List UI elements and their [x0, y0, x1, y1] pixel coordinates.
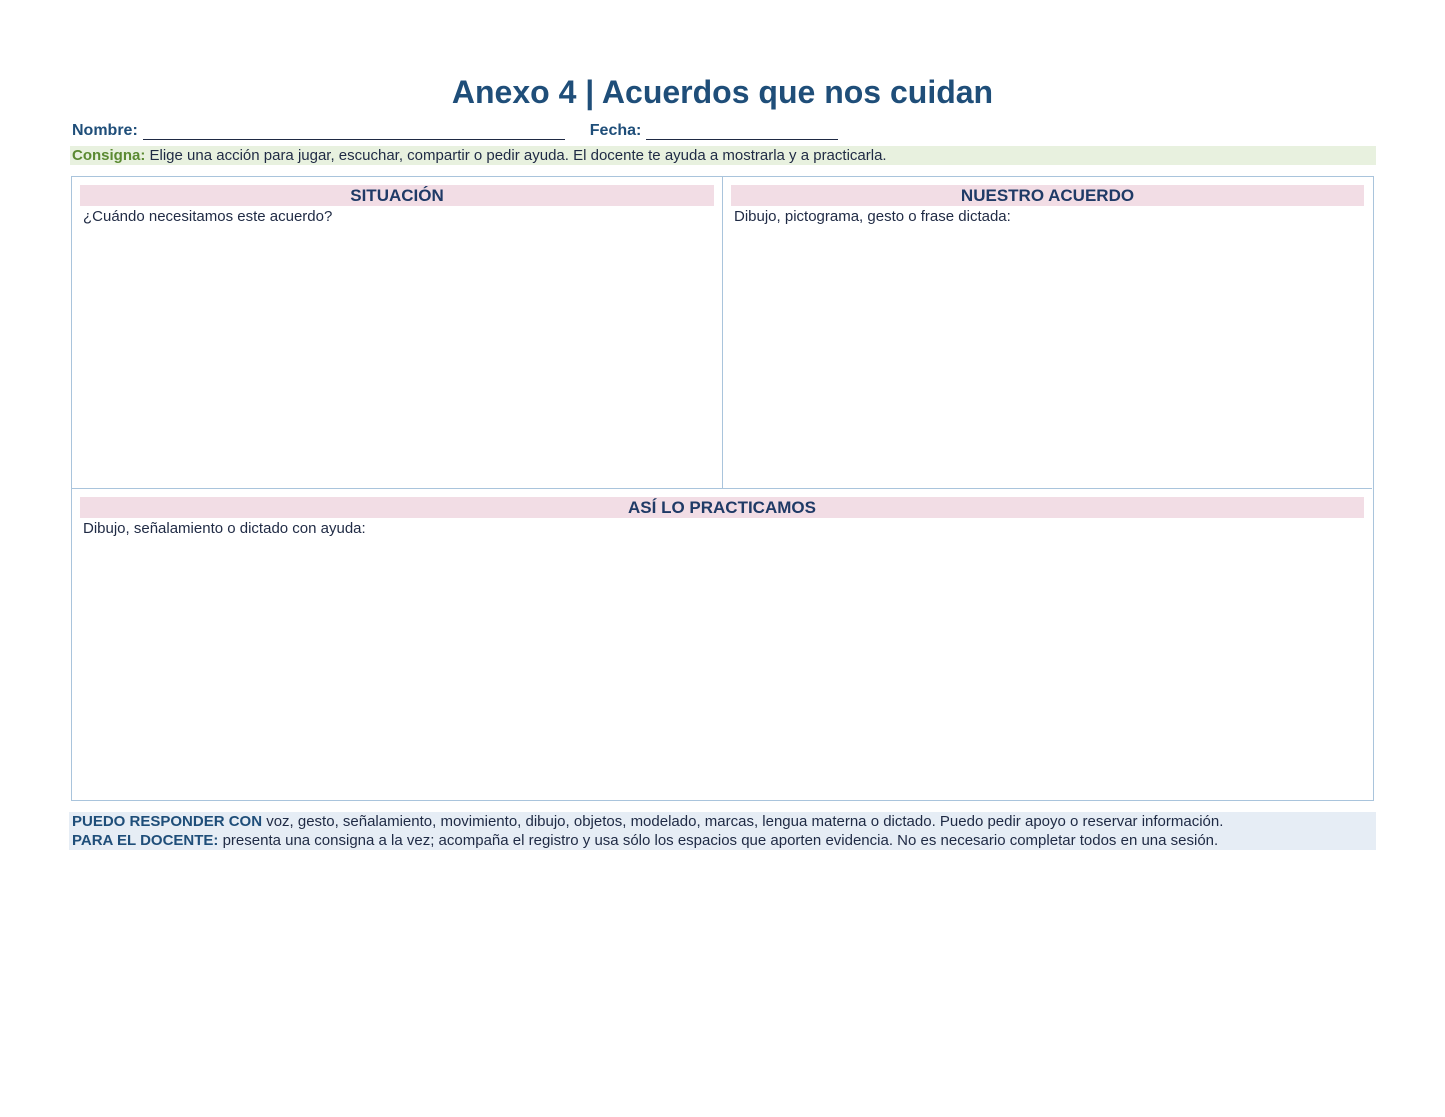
instruction-label: Consigna:	[72, 147, 146, 164]
respond-text: voz, gesto, señalamiento, movimiento, dibujo, objetos, modelado, marcas, lengua materna o dictado. Puedo pedir apoyo o reservar información.	[262, 813, 1224, 830]
practice-prompt: Dibujo, señalamiento o dictado con ayuda:	[83, 520, 366, 537]
instruction-text: Elige una acción para jugar, escuchar, compartir o pedir ayuda. El docente te ayuda a mostrarla y a practicarla.	[145, 147, 887, 164]
situation-prompt: ¿Cuándo necesitamos este acuerdo?	[83, 208, 333, 225]
name-label: Nombre:	[72, 122, 138, 139]
practice-box[interactable]	[72, 489, 1372, 799]
situation-heading: SITUACIÓN	[80, 185, 714, 206]
page-title: Anexo 4 | Acuerdos que nos cuidan	[451, 74, 994, 110]
teacher-text: presenta una consigna a la vez; acompaña el registro y usa sólo los espacios que aporten evidencia. No es necesario completar todos en una sesión.	[218, 832, 1219, 849]
identification-row	[72, 118, 838, 140]
agreement-box[interactable]	[723, 177, 1372, 489]
footer-notes	[69, 812, 1376, 850]
respond-note	[72, 812, 1376, 831]
agreement-prompt: Dibujo, pictograma, gesto o frase dictada:	[734, 208, 1011, 225]
name-field[interactable]	[143, 122, 565, 140]
practice-heading: ASÍ LO PRACTICAMOS	[80, 497, 1364, 518]
date-label: Fecha:	[589, 122, 642, 139]
date-field[interactable]	[646, 122, 838, 140]
worksheet-grid	[71, 176, 1374, 801]
teacher-note	[72, 831, 1376, 850]
situation-box[interactable]	[72, 177, 723, 489]
teacher-label: PARA EL DOCENTE:	[72, 832, 219, 849]
instruction-bar	[70, 146, 1376, 165]
agreement-heading: NUESTRO ACUERDO	[731, 185, 1364, 206]
respond-label: PUEDO RESPONDER CON	[72, 813, 263, 830]
